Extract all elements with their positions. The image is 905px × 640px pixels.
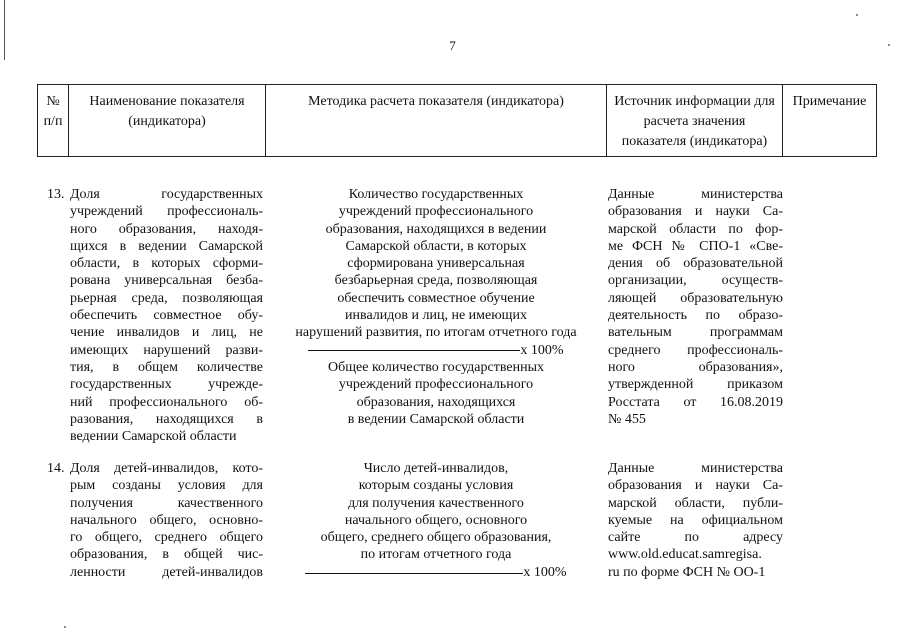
source-line: куемые на официальном: [608, 512, 783, 528]
method-numerator-line: которым созданы условия: [358, 478, 514, 494]
header-col-method: Методика расчета показателя (индикатора): [266, 85, 607, 157]
indicator-name-line: ленности детей-инвалидов: [70, 564, 263, 580]
source-line: ляющей образовательную: [608, 290, 783, 306]
source-line: № 455: [608, 411, 646, 427]
header-col-source: Источник информации для расчета значения показателя (индикатора): [607, 85, 783, 157]
calculation-method: [280, 186, 592, 428]
indicator-name-line: ведении Самарской области: [70, 429, 237, 445]
source-line: деятельность по образо-: [608, 308, 783, 324]
indicator-name-line: ного образования, находя-: [70, 221, 263, 237]
fraction-bar: [305, 572, 523, 574]
fraction-bar-line: [280, 342, 592, 359]
method-denominator-line: в ведении Самарской области: [347, 411, 525, 427]
indicator-name-line: разования, находящихся в: [70, 411, 263, 427]
method-numerator-line: начального общего, основного: [344, 512, 528, 528]
method-multiplier: x 100%: [523, 564, 567, 580]
header-col-note: Примечание: [783, 85, 877, 157]
indicator-name-line: чение инвалидов и лиц, не: [70, 325, 263, 341]
method-numerator-line: образования, находящихся в ведении: [325, 221, 547, 237]
indicator-name-line: имеющих нарушений разви-: [70, 342, 263, 358]
method-numerator-line: учреждений профессионального: [338, 204, 534, 220]
source-line: вательным программам: [608, 325, 783, 341]
source-line: образования и науки Са-: [608, 478, 783, 494]
source-line: сайте по адресу: [608, 530, 783, 546]
indicator-name-line: государственных учрежде-: [70, 377, 263, 393]
indicator-name-line: Доля государственных: [70, 187, 263, 202]
method-numerator-line: Самарской области, в которых: [345, 238, 527, 254]
indicator-name-line: рьерная среда, позволяющая: [70, 290, 263, 306]
indicator-name-line: учреждений профессиональ-: [70, 204, 263, 220]
indicator-name: [70, 460, 263, 581]
method-numerator-line: обеспечить совместное обучение: [337, 290, 535, 306]
fraction-bar-line: [280, 564, 592, 581]
calculation-method: [280, 460, 592, 581]
indicator-name-line: рым созданы условия для: [70, 478, 263, 494]
indicator-name-line: области, в которых сформи-: [70, 256, 263, 272]
method-numerator-line: Число детей-инвалидов,: [363, 461, 509, 476]
source-line: среднего профессиональ-: [608, 342, 783, 358]
indicator-name-line: получения качественного: [70, 495, 263, 511]
source-line: ru по форме ФСН № ОО-1: [608, 564, 766, 580]
source-line: дения об образовательной: [608, 256, 783, 272]
indicator-name-line: го общего, среднего общего: [70, 530, 263, 546]
method-denominator-line: учреждений профессионального: [338, 377, 534, 393]
scan-speck: [856, 14, 858, 16]
indicator-name-line: начального общего, основно-: [70, 512, 263, 528]
method-denominator-line: Общее количество государственных: [328, 359, 544, 375]
method-numerator-line: инвалидов и лиц, не имеющих: [345, 308, 527, 324]
row-number: 13.: [47, 187, 65, 202]
information-source: [608, 460, 783, 581]
method-numerator-line: сформирована универсальная: [347, 256, 525, 272]
indicator-name-line: Доля детей-инвалидов, кото-: [70, 461, 263, 476]
method-denominator-line: образования, находящихся: [356, 394, 516, 410]
row-number: 14.: [47, 461, 65, 476]
indicator-name-line: рована универсальная безба-: [70, 273, 263, 289]
source-line: утвержденной приказом: [608, 377, 783, 393]
indicator-name-line: ний профессионального об-: [70, 394, 263, 410]
source-line: www.old.educat.samregisa.: [608, 547, 762, 563]
indicator-name-line: обеспечить совместное обу-: [70, 308, 263, 324]
source-line: Данные министерства: [608, 187, 783, 202]
header-col-number: № п/п: [38, 85, 69, 157]
source-line: образования и науки Са-: [608, 204, 783, 220]
indicator-name: [70, 186, 263, 445]
page-number: 7: [449, 38, 456, 53]
method-numerator-line: общего, среднего общего образования,: [320, 530, 552, 546]
indicator-name-line: щихся в ведении Самарской: [70, 238, 263, 254]
information-source: [608, 186, 783, 428]
source-line: ного образования»,: [608, 359, 783, 375]
source-line: марской области, публи-: [608, 495, 783, 511]
indicator-name-line: тия, в общем количестве: [70, 359, 263, 375]
method-numerator-line: нарушений развития, по итогам отчетного года: [295, 325, 577, 341]
table-header: [37, 84, 877, 157]
source-line: Росстата от 16.08.2019: [608, 394, 783, 410]
method-numerator-line: безбарьерная среда, позволяющая: [334, 273, 538, 289]
indicator-name-line: образования, в общей чис-: [70, 547, 263, 563]
method-numerator-line: по итогам отчетного года: [360, 547, 512, 563]
fraction-bar: [308, 349, 520, 351]
scan-speck: [64, 626, 66, 628]
header-col-name: Наименование показателя (индикатора): [69, 85, 266, 157]
method-numerator-line: Количество государственных: [348, 187, 524, 202]
source-line: ме ФСН № СПО-1 «Све-: [608, 238, 783, 254]
method-multiplier: x 100%: [520, 342, 564, 358]
source-line: Данные министерства: [608, 461, 783, 476]
method-numerator-line: для получения качественного: [348, 495, 524, 511]
source-line: марской области по фор-: [608, 221, 783, 237]
source-line: организации, осуществ-: [608, 273, 783, 289]
